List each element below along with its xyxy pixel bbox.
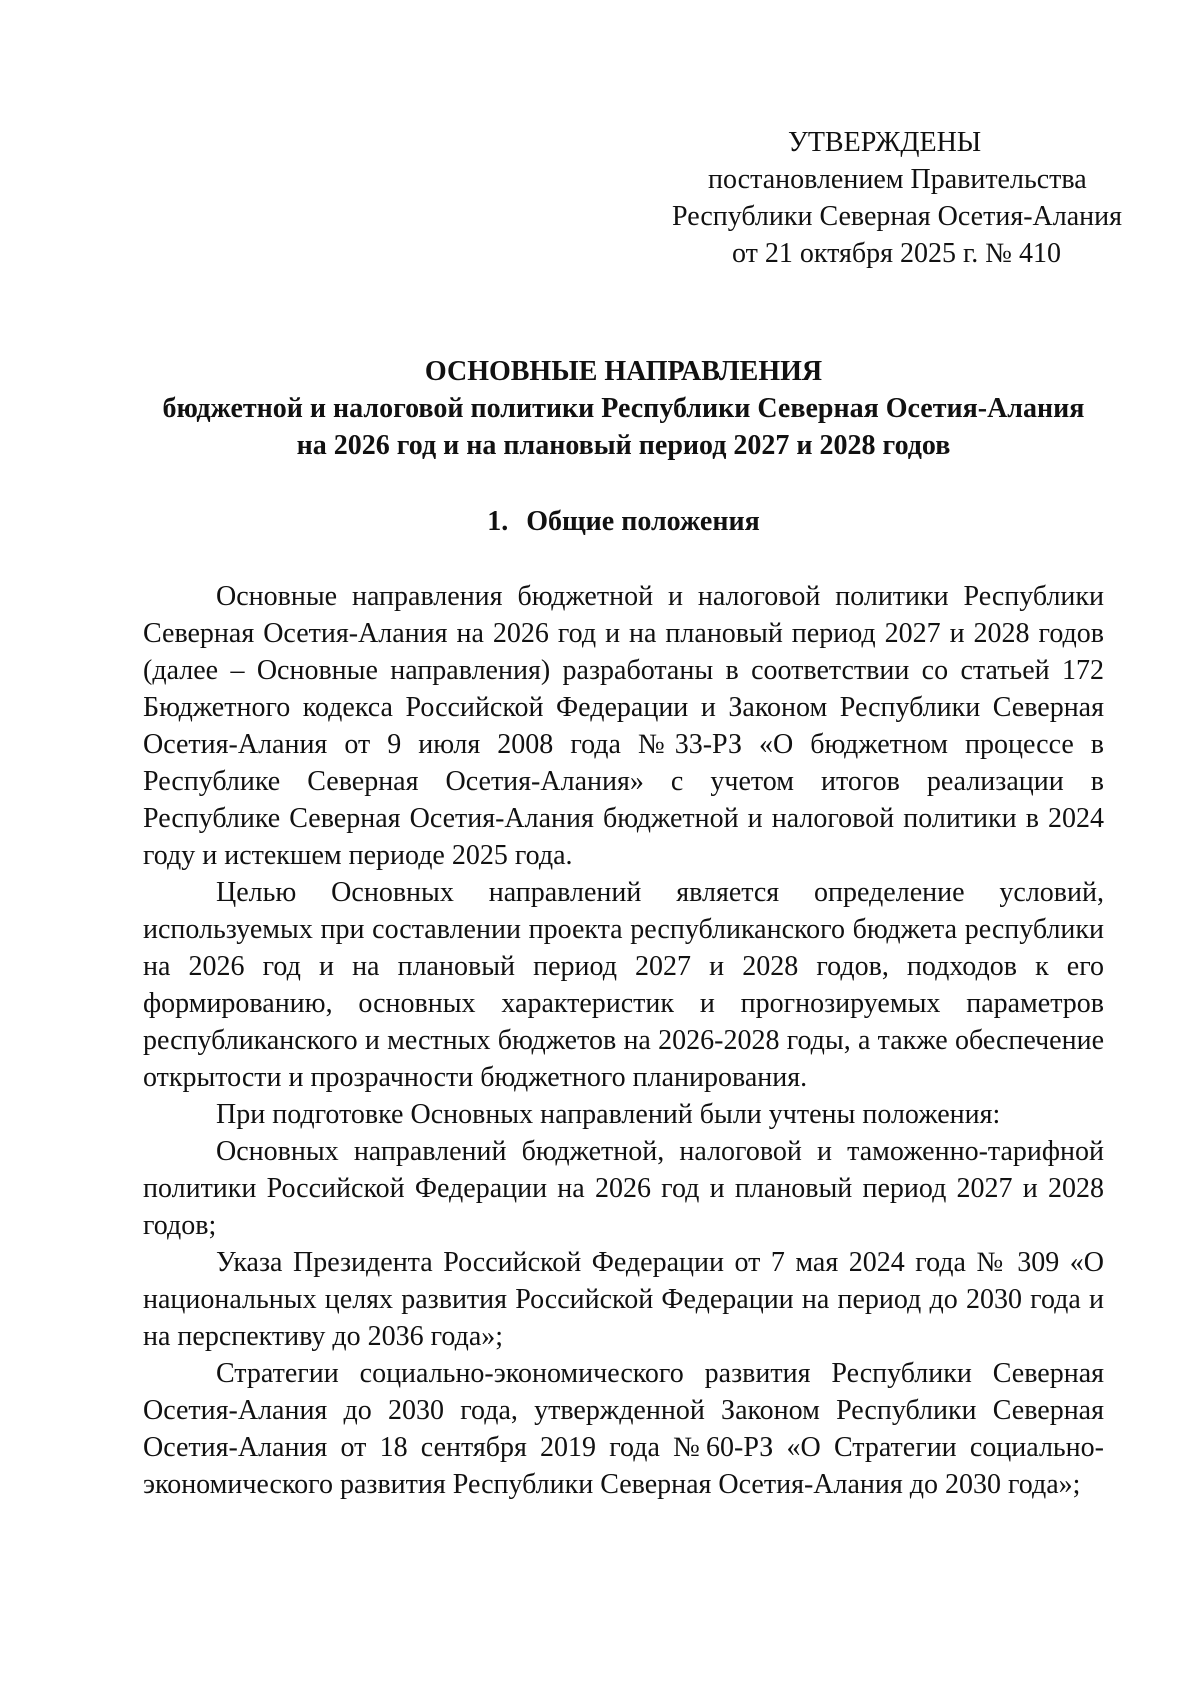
section-number: 1. xyxy=(487,506,509,537)
approval-date-number: от 21 октября 2025 г. № 410 xyxy=(732,238,1062,269)
document-title-main: ОСНОВНЫЕ НАПРАВЛЕНИЯ xyxy=(424,356,823,387)
document-title-subtitle: бюджетной и налоговой политики Республики Северная Осетия-Алания xyxy=(162,393,1085,424)
approval-republic-line: Республики Северная Осетия-Алания xyxy=(672,201,1122,232)
section-body xyxy=(143,578,1104,1503)
body-paragraph: Стратегии социально-экономического развития Республики Северная Осетия-Алания до 2030 года, утвержденной Законом Республики Северная Осетия-Алания от 18 сентября 2019 года №60-РЗ «О Стратегии социально-экономического развития Республики Северная Осетия-Алания до 2030 года»; xyxy=(143,1358,1104,1500)
body-paragraph: Основных направлений бюджетной, налоговой и таможенно-тарифной политики Российской Федерации на 2026 год и плановый период 2027 и 2028 годов; xyxy=(143,1136,1104,1241)
document-title xyxy=(143,353,1104,464)
approval-resolution-line: постановлением Правительства xyxy=(708,164,1087,195)
approval-approved-label: УТВЕРЖДЕНЫ xyxy=(788,127,982,158)
section-heading xyxy=(143,503,1104,540)
section-title: Общие положения xyxy=(526,506,760,537)
approval-stamp xyxy=(640,124,1160,272)
body-paragraph: Указа Президента Российской Федерации от 7 мая 2024 года № 309 «О национальных целях развития Российской Федерации на период до 2030 года и на перспективу до 2036 года»; xyxy=(143,1247,1104,1352)
body-paragraph: Основные направления бюджетной и налоговой политики Республики Северная Осетия-Алания на 2026 год и на плановый период 2027 и 2028 годов (далее – Основные направления) разработаны в соответствии со статьей 172 Бюджетного кодекса Российской Федерации и Законом Республики Северная Осетия-Алания от 9 июля 2008 года №33-РЗ «О бюджетном процессе в Республике Северная Осетия-Алания» с учетом итогов реализации в Республике Северная Осетия-Алания бюджетной и налоговой политики в 2024 году и истекшем периоде 2025 года. xyxy=(143,581,1104,871)
document-title-period: на 2026 год и на плановый период 2027 и 2028 годов xyxy=(296,430,951,461)
body-paragraph: Целью Основных направлений является определение условий, используемых при составлении проекта республиканского бюджета республики на 2026 год и на плановый период 2027 и 2028 годов, подходов к его формированию, основных характеристик и прогнозируемых параметров республиканского и местных бюджетов на 2026-2028 годы, а также обеспечение открытости и прозрачности бюджетного планирования. xyxy=(143,877,1104,1093)
body-paragraph: При подготовке Основных направлений были учтены положения: xyxy=(216,1099,1001,1130)
